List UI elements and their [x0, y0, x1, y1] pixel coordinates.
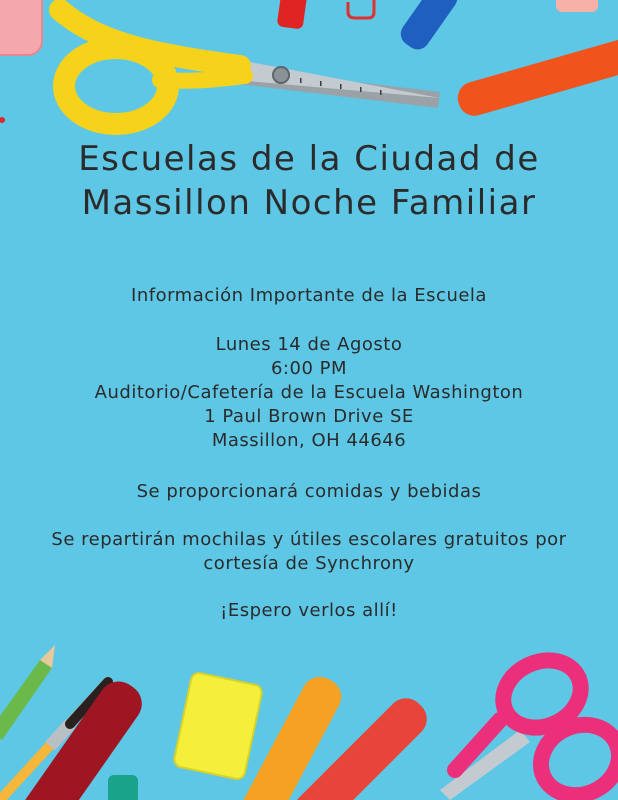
- event-time: 6:00 PM: [270, 358, 348, 379]
- closing-note: ¡Espero verlos allí!: [220, 600, 398, 621]
- green-pencil-icon: [0, 645, 55, 740]
- event-street: 1 Paul Brown Drive SE: [204, 406, 414, 427]
- flyer-title: Escuelas de la Ciudad de Massillon Noche Familiar: [78, 139, 540, 223]
- pink-eraser-icon: [0, 0, 42, 55]
- paintbrush-icon: [0, 682, 108, 800]
- orange-crayon-bottom-icon: [232, 671, 347, 800]
- blue-crayon-icon: [396, 0, 462, 54]
- yellow-eraser-icon: [173, 672, 263, 781]
- event-date: Lunes 14 de Agosto: [215, 334, 403, 355]
- pink-eraser-top-right-icon: [556, 0, 598, 12]
- dark-red-crayon-icon: [10, 674, 149, 800]
- orange-crayon-icon: [454, 34, 618, 119]
- event-city: Massillon, OH 44646: [211, 430, 407, 451]
- red-crayon-icon: [277, 0, 308, 30]
- flyer-subtitle: Información Importante de la Escuela: [131, 285, 487, 306]
- event-details: [0, 333, 618, 453]
- pink-scissors-icon: [440, 648, 618, 800]
- food-note: Se proporcionará comidas y bebidas: [136, 481, 482, 502]
- yellow-scissors-icon: [60, 10, 440, 124]
- supplies-note: Se repartirán mochilas y útiles escolares gratuitos por cortesía de Synchrony: [51, 529, 567, 574]
- red-crayon-bottom-icon: [286, 691, 434, 800]
- paperclip-icon: [348, 0, 374, 18]
- event-venue: Auditorio/Cafetería de la Escuela Washington: [94, 382, 524, 403]
